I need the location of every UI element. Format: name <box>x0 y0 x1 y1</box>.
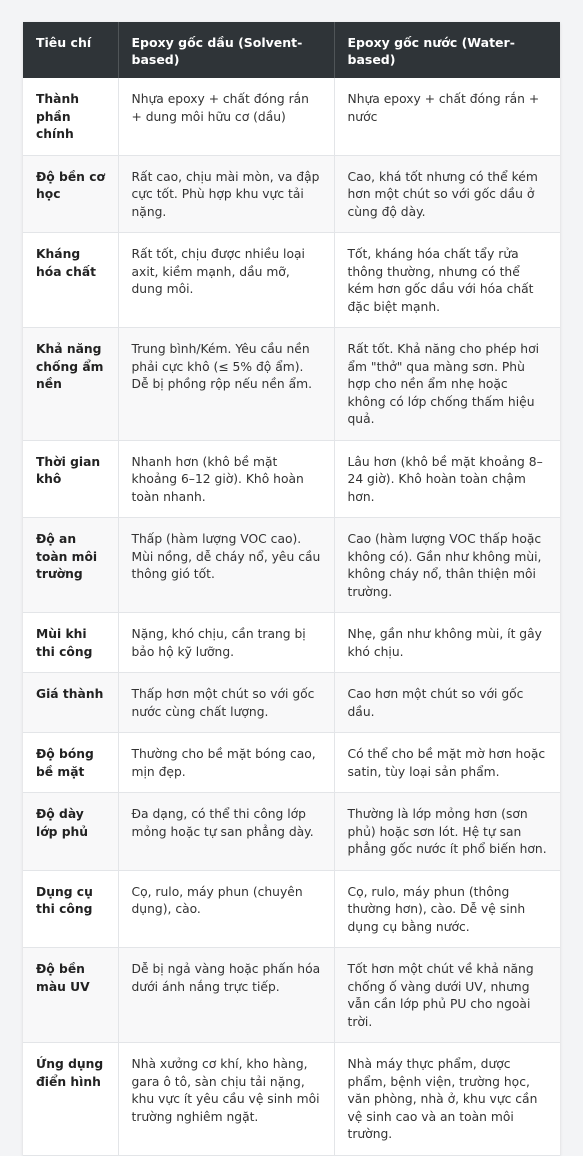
row-water-cell: Tốt hơn một chút về khả năng chống ố vàng dưới UV, nhưng vẫn cần lớp phủ PU cho ngoài trời. <box>334 948 560 1043</box>
table-row <box>23 613 560 673</box>
row-water-cell: Cao hơn một chút so với gốc dầu. <box>334 673 560 733</box>
table-row <box>23 948 560 1043</box>
row-solvent-cell: Nhựa epoxy + chất đóng rắn + dung môi hữu cơ (dầu) <box>118 78 334 155</box>
table-body <box>23 78 560 1155</box>
header-row <box>23 22 560 78</box>
row-criterion-cell: Độ bền màu UV <box>23 948 118 1043</box>
row-solvent-cell: Thường cho bề mặt bóng cao, mịn đẹp. <box>118 733 334 793</box>
row-solvent-cell: Cọ, rulo, máy phun (chuyên dụng), cào. <box>118 870 334 948</box>
header-solvent-based: Epoxy gốc dầu (Solvent-based) <box>118 22 334 78</box>
row-criterion-cell: Giá thành <box>23 673 118 733</box>
row-criterion-cell: Thành phần chính <box>23 78 118 155</box>
row-criterion-cell: Độ an toàn môi trường <box>23 518 118 613</box>
table-row <box>23 793 560 871</box>
row-criterion-cell: Độ dày lớp phủ <box>23 793 118 871</box>
row-solvent-cell: Nặng, khó chịu, cần trang bị bảo hộ kỹ lưỡng. <box>118 613 334 673</box>
table-row <box>23 518 560 613</box>
row-water-cell: Có thể cho bề mặt mờ hơn hoặc satin, tùy loại sản phẩm. <box>334 733 560 793</box>
table-row <box>23 733 560 793</box>
table-row <box>23 673 560 733</box>
row-water-cell: Cao (hàm lượng VOC thấp hoặc không có). Gần như không mùi, không cháy nổ, thân thiện môi trường. <box>334 518 560 613</box>
row-solvent-cell: Rất tốt, chịu được nhiều loại axit, kiềm mạnh, dầu mỡ, dung môi. <box>118 233 334 328</box>
table-row <box>23 328 560 441</box>
row-water-cell: Cọ, rulo, máy phun (thông thường hơn), cào. Dễ vệ sinh dụng cụ bằng nước. <box>334 870 560 948</box>
row-water-cell: Tốt, kháng hóa chất tẩy rửa thông thường, nhưng có thể kém hơn gốc dầu với hóa chất đặc biệt mạnh. <box>334 233 560 328</box>
row-solvent-cell: Trung bình/Kém. Yêu cầu nền phải cực khô (≤ 5% độ ẩm). Dễ bị phồng rộp nếu nền ẩm. <box>118 328 334 441</box>
table-row <box>23 155 560 233</box>
row-solvent-cell: Thấp (hàm lượng VOC cao). Mùi nồng, dễ cháy nổ, yêu cầu thông gió tốt. <box>118 518 334 613</box>
row-water-cell: Nhựa epoxy + chất đóng rắn + nước <box>334 78 560 155</box>
table-row <box>23 870 560 948</box>
row-criterion-cell: Độ bóng bề mặt <box>23 733 118 793</box>
table-row <box>23 233 560 328</box>
row-water-cell: Thường là lớp mỏng hơn (sơn phủ) hoặc sơn lót. Hệ tự san phẳng gốc nước ít phổ biến hơn. <box>334 793 560 871</box>
row-solvent-cell: Rất cao, chịu mài mòn, va đập cực tốt. Phù hợp khu vực tải nặng. <box>118 155 334 233</box>
comparison-table-container <box>23 22 560 1156</box>
row-criterion-cell: Mùi khi thi công <box>23 613 118 673</box>
header-criterion: Tiêu chí <box>23 22 118 78</box>
row-water-cell: Nhà máy thực phẩm, dược phẩm, bệnh viện, trường học, văn phòng, nhà ở, khu vực cần vệ sinh cao và an toàn môi trường. <box>334 1043 560 1156</box>
table-header <box>23 22 560 78</box>
row-criterion-cell: Thời gian khô <box>23 440 118 518</box>
row-criterion-cell: Dụng cụ thi công <box>23 870 118 948</box>
row-criterion-cell: Kháng hóa chất <box>23 233 118 328</box>
row-criterion-cell: Khả năng chống ẩm nền <box>23 328 118 441</box>
table-row <box>23 440 560 518</box>
comparison-table <box>23 22 560 1156</box>
row-solvent-cell: Thấp hơn một chút so với gốc nước cùng chất lượng. <box>118 673 334 733</box>
table-row <box>23 78 560 155</box>
header-water-based: Epoxy gốc nước (Water-based) <box>334 22 560 78</box>
row-water-cell: Lâu hơn (khô bề mặt khoảng 8–24 giờ). Khô hoàn toàn chậm hơn. <box>334 440 560 518</box>
row-criterion-cell: Độ bền cơ học <box>23 155 118 233</box>
row-solvent-cell: Đa dạng, có thể thi công lớp mỏng hoặc tự san phẳng dày. <box>118 793 334 871</box>
row-water-cell: Cao, khá tốt nhưng có thể kém hơn một chút so với gốc dầu ở cùng độ dày. <box>334 155 560 233</box>
row-water-cell: Rất tốt. Khả năng cho phép hơi ẩm "thở" qua màng sơn. Phù hợp cho nền ẩm nhẹ hoặc không có lớp chống thấm hiệu quả. <box>334 328 560 441</box>
table-row <box>23 1043 560 1156</box>
row-water-cell: Nhẹ, gần như không mùi, ít gây khó chịu. <box>334 613 560 673</box>
row-solvent-cell: Nhanh hơn (khô bề mặt khoảng 6–12 giờ). Khô hoàn toàn nhanh. <box>118 440 334 518</box>
row-solvent-cell: Nhà xưởng cơ khí, kho hàng, gara ô tô, sàn chịu tải nặng, khu vực ít yêu cầu vệ sinh môi trường nghiêm ngặt. <box>118 1043 334 1156</box>
row-solvent-cell: Dễ bị ngả vàng hoặc phấn hóa dưới ánh nắng trực tiếp. <box>118 948 334 1043</box>
row-criterion-cell: Ứng dụng điển hình <box>23 1043 118 1156</box>
